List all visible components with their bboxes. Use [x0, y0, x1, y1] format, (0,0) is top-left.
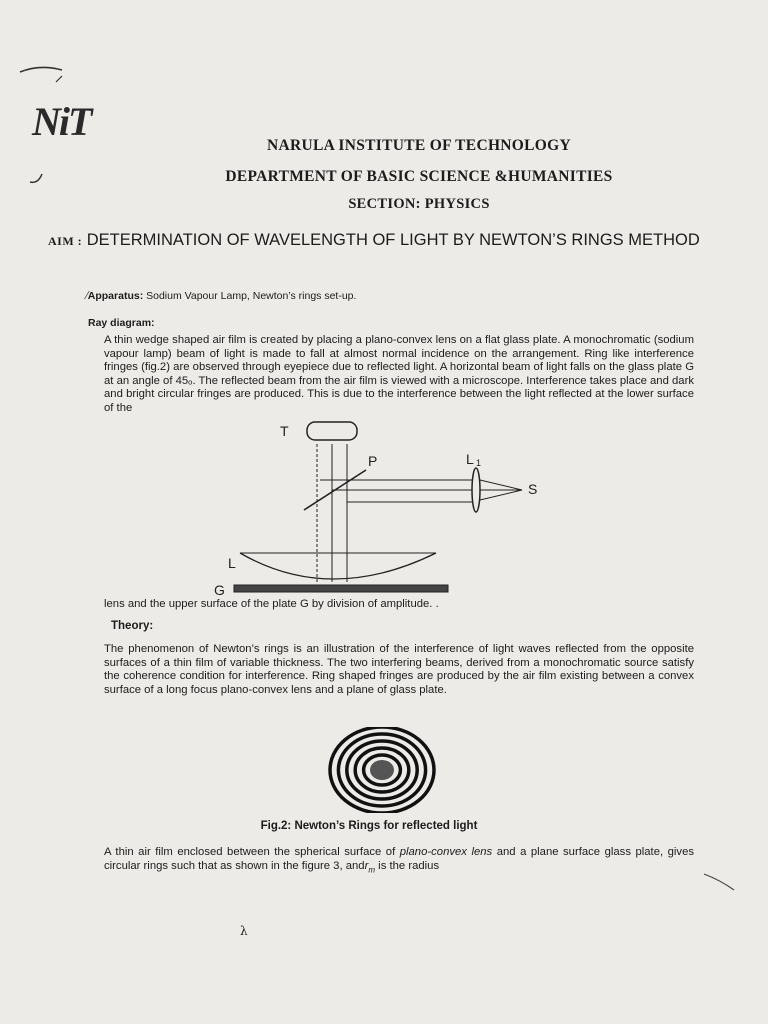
final-text-part2: and a plane surface glass plate, gives circular rings such that as shown in the figure 3, and [104, 846, 695, 872]
aim-heading [48, 228, 708, 253]
department-name: DEPARTMENT OF BASIC SCIENCE &HUMANITIES [225, 168, 613, 185]
ray-diagram-continuation: lens and the upper surface of the plate G by division of amplitude. . [104, 598, 439, 610]
institute-logo: NiT [32, 99, 91, 144]
apparatus-label: Apparatus: [87, 290, 144, 302]
ray-diagram-paragraph: A thin wedge shaped air film is created by placing a plano-convex lens on a flat glass plate. A monochromatic (sodium vapour lamp) beam of light is made to fall at almost normal incidence on the arrangement. Ring like interference fringes (fig.2) are observed through eyepiece due to reflected light. A horizontal beam of light falls on the glass plate G at an angle of 45ₒ. The reflected beam from the air film is viewed with a microscope. Interference takes place and dark and bright circular fringes are produced. This is due to the interference between the light reflected at the lower surface of the [104, 334, 694, 414]
label-l1-subscript: 1 [476, 458, 482, 468]
label-p: P [368, 453, 378, 469]
section-name: SECTION: PHYSICS [348, 196, 490, 212]
telescope-shape [307, 422, 357, 440]
label-s: S [528, 481, 538, 497]
ray-diagram-label: Ray diagram: [88, 317, 155, 329]
radius-subscript: m [368, 864, 376, 874]
source-ray-2 [480, 490, 522, 500]
tick-mark: ⁄ [86, 290, 88, 302]
final-text-italic: plano-convex lens [399, 846, 493, 858]
central-dark-spot [370, 760, 394, 780]
glass-plate-g [234, 585, 448, 592]
newtons-rings-setup-diagram [200, 420, 560, 600]
institute-name: NARULA INSTITUTE OF TECHNOLOGY [267, 137, 571, 154]
final-text-part1: A thin air film enclosed between the spherical surface of [104, 846, 400, 858]
pen-scribble-mark [12, 52, 72, 92]
aim-title: DETERMINATION OF WAVELENGTH OF LIGHT BY NEWTON’S RINGS METHOD [86, 231, 700, 249]
final-text-part3: is the radius [375, 859, 440, 872]
final-paragraph [104, 846, 694, 876]
plano-convex-lens [240, 553, 436, 579]
theory-paragraph: The phenomenon of Newton’s rings is an illustration of the interference of light waves reflected from the opposite surfaces of a thin film of variable thickness. The two interfering beams, derived from a monochromatic source satisfy the coherence condition for interference. Ring shaped fringes are produced by the air film existing between a convex surface of a long focus plano-convex lens and a plane of glass plate. [104, 643, 694, 696]
label-t: T [280, 423, 289, 439]
figure-caption: Fig.2: Newton’s Rings for reflected light [260, 820, 478, 832]
apparatus-line [86, 290, 356, 302]
theory-label: Theory: [111, 620, 154, 632]
label-g: G [214, 582, 225, 598]
label-l1: L [466, 451, 474, 467]
footer-lambda-mark: λ [240, 924, 248, 938]
aim-prefix: AIM : [48, 234, 83, 248]
label-l: L [228, 555, 236, 571]
radius-symbol: r [364, 859, 369, 872]
source-ray-1 [480, 480, 522, 490]
newtons-rings-figure [328, 727, 440, 813]
apparatus-text: Sodium Vapour Lamp, Newton’s rings set-up. [146, 290, 357, 302]
pen-stroke-mark [700, 866, 740, 896]
lens-l1 [472, 468, 480, 512]
